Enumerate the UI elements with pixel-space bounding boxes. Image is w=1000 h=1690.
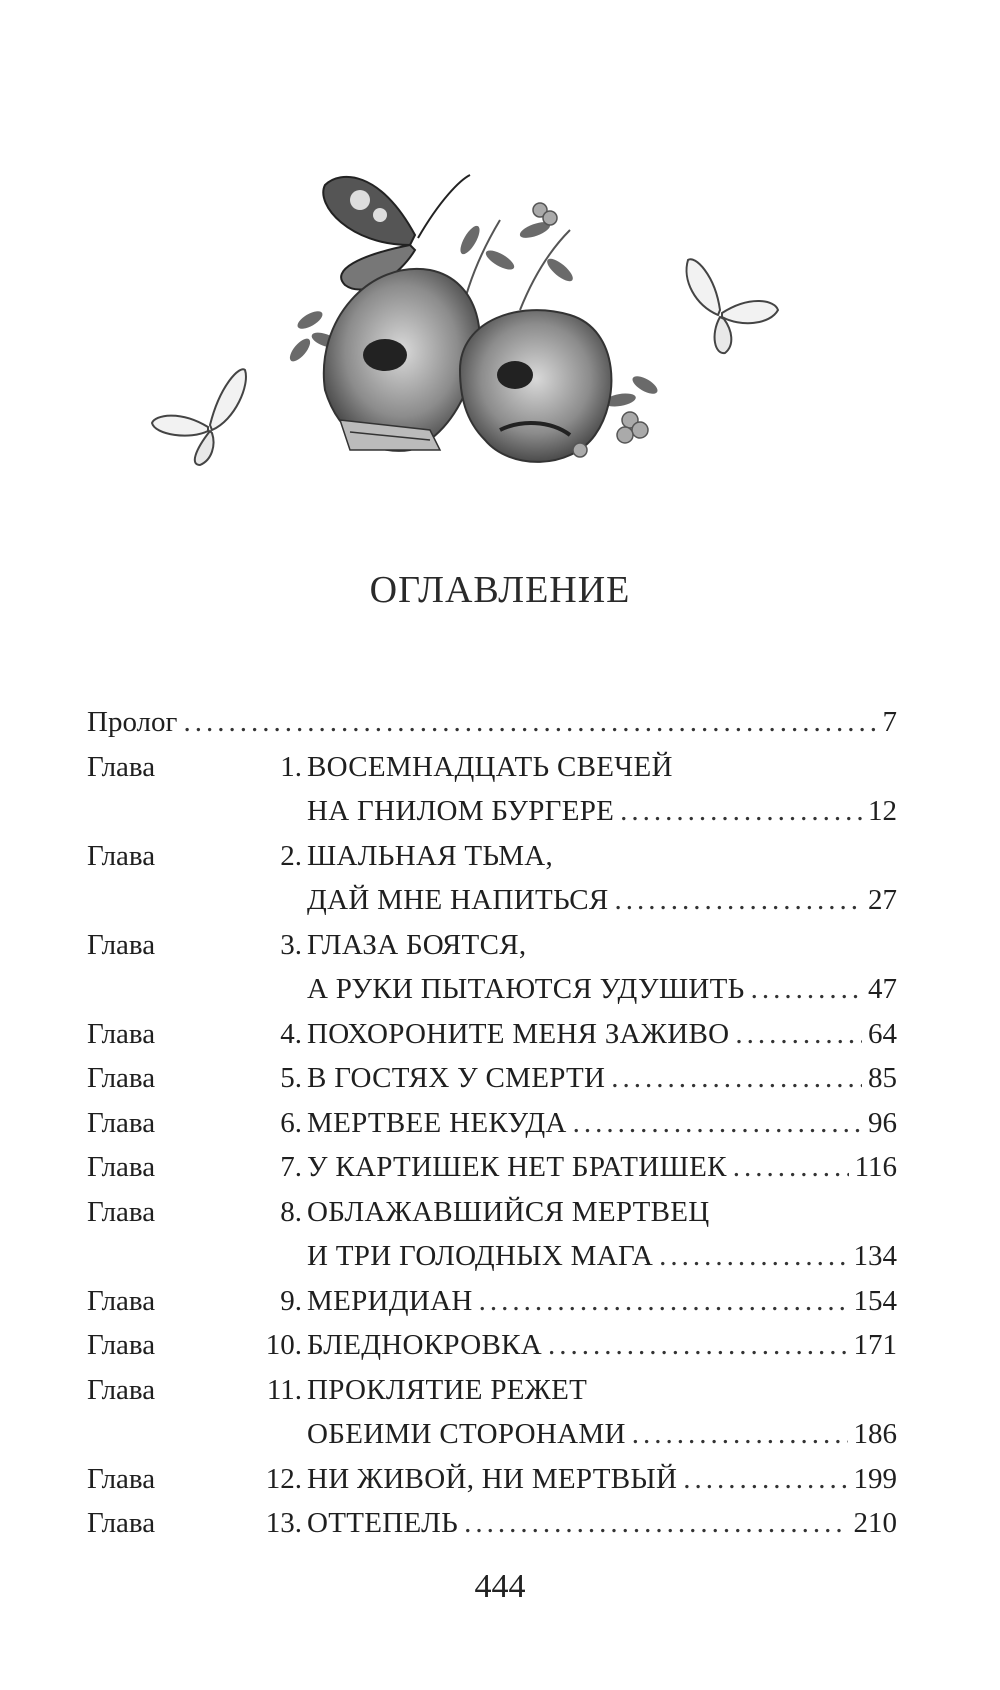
chapter-title-line: БЛЕДНОКРОВКА [307, 1329, 542, 1361]
chapter-page: 171 [853, 1329, 897, 1361]
chapter-title-line: ВОСЕМНАДЦАТЬ СВЕЧЕЙ [307, 750, 673, 783]
chapter-title-line: МЕРТВЕЕ НЕКУДА [307, 1106, 567, 1139]
chapter-title-line: В ГОСТЯХ У СМЕРТИ [307, 1062, 606, 1094]
chapter-title-line: ПРОКЛЯТИЕ РЕЖЕТ [307, 1373, 588, 1406]
leader-dots [611, 1056, 862, 1101]
chapter-word: Глава [87, 750, 156, 783]
toc-row-chapter-2-cont[interactable] [87, 878, 897, 923]
chapter-page: 186 [853, 1418, 897, 1450]
toc-row-chapter-13[interactable] [87, 1501, 897, 1546]
chapter-title-line: МЕРИДИАН [307, 1284, 473, 1317]
chapter-word: Глава [87, 839, 156, 872]
chapter-page: 199 [853, 1462, 897, 1495]
leader-dots [751, 967, 862, 1012]
chapter-title-line: НА ГНИЛОМ БУРГЕРЕ [307, 795, 615, 827]
skull-left-icon [324, 269, 480, 451]
chapter-word: Глава [87, 1151, 156, 1183]
chapter-word: Глава [87, 1329, 156, 1361]
chapter-page: 134 [853, 1240, 897, 1272]
chapter-title-line: У КАРТИШЕК НЕТ БРАТИШЕК [307, 1151, 727, 1183]
leader-dots [735, 1012, 862, 1057]
chapter-page: 116 [854, 1151, 897, 1183]
toc-row-chapter-3-cont[interactable] [87, 967, 897, 1012]
chapter-word: Глава [87, 1284, 156, 1317]
leader-dots [615, 878, 862, 923]
chapter-word: Глава [87, 1507, 156, 1539]
toc-row-chapter-8-cont[interactable] [87, 1234, 897, 1279]
toc-row-chapter-2[interactable] [87, 834, 897, 879]
chapter-title-line: ГЛАЗА БОЯТСЯ, [307, 928, 527, 961]
chapter-number: 11. [266, 1373, 302, 1406]
chapter-title-line: И ТРИ ГОЛОДНЫХ МАГА [307, 1240, 654, 1272]
toc-row-chapter-3[interactable] [87, 923, 897, 968]
toc-row-chapter-11-cont[interactable] [87, 1412, 897, 1457]
chapter-title-line: А РУКИ ПЫТАЮТСЯ УДУШИТЬ [307, 973, 745, 1005]
prolog-page: 7 [882, 706, 897, 738]
chapter-number: 8. [280, 1195, 302, 1228]
leader-dots [632, 1412, 848, 1457]
leader-dots [548, 1323, 848, 1368]
leader-dots [464, 1501, 847, 1546]
chapter-number: 1. [280, 750, 302, 783]
toc-row-chapter-5[interactable] [87, 1056, 897, 1101]
chapter-number: 13. [265, 1507, 302, 1539]
toc-row-chapter-1[interactable] [87, 745, 897, 790]
chapter-number: 9. [280, 1284, 302, 1317]
toc-row-chapter-4[interactable] [87, 1012, 897, 1057]
chapter-page: 85 [868, 1062, 897, 1094]
chapter-number: 7. [280, 1151, 302, 1183]
chapter-title-line: ДАЙ МНЕ НАПИТЬСЯ [307, 884, 609, 916]
chapter-title-line: ОБЛАЖАВШИЙСЯ МЕРТВЕЦ [307, 1195, 710, 1228]
leader-dots [183, 700, 876, 745]
toc-row-chapter-9[interactable] [87, 1279, 897, 1324]
toc-row-chapter-7[interactable] [87, 1145, 897, 1190]
skull-right-icon [460, 310, 611, 462]
chapter-word: Глава [87, 1106, 156, 1139]
chapter-title-line: ОБЕИМИ СТОРОНАМИ [307, 1418, 626, 1450]
toc-row-chapter-1-cont[interactable] [87, 789, 897, 834]
chapter-word: Глава [87, 1062, 156, 1094]
toc-row-prolog[interactable] [87, 700, 897, 745]
chapter-word: Глава [87, 1462, 156, 1495]
toc-row-chapter-8[interactable] [87, 1190, 897, 1235]
leader-dots [733, 1145, 849, 1190]
chapter-title-line: ОТТЕПЕЛЬ [307, 1507, 459, 1539]
chapter-page: 154 [853, 1284, 897, 1317]
chapter-word: Глава [87, 928, 156, 961]
leader-dots [573, 1101, 862, 1146]
chapter-number: 3. [280, 928, 302, 961]
toc-row-chapter-10[interactable] [87, 1323, 897, 1368]
butterfly-left-icon [152, 369, 246, 465]
chapter-number: 10. [265, 1329, 302, 1361]
chapter-number: 4. [280, 1017, 302, 1050]
chapter-page: 12 [868, 795, 897, 827]
skull-butterfly-illustration [140, 150, 840, 510]
leader-dots [683, 1457, 847, 1502]
chapter-number: 6. [280, 1106, 302, 1139]
chapter-page: 47 [868, 973, 897, 1005]
chapter-word: Глава [87, 1017, 156, 1050]
chapter-title-line: ШАЛЬНАЯ ТЬМА, [307, 839, 554, 872]
butterfly-right-icon [687, 259, 778, 353]
chapter-word: Глава [87, 1195, 156, 1228]
chapter-title-line: ПОХОРОНИТЕ МЕНЯ ЗАЖИВО [307, 1017, 730, 1050]
chapter-page: 27 [868, 884, 897, 916]
chapter-number: 2. [280, 839, 302, 872]
chapter-word: Глава [87, 1373, 156, 1406]
prolog-label: Пролог [87, 706, 178, 738]
toc-row-chapter-11[interactable] [87, 1368, 897, 1413]
chapter-page: 64 [868, 1017, 897, 1050]
chapter-number: 12. [265, 1462, 302, 1495]
toc-row-chapter-12[interactable] [87, 1457, 897, 1502]
chapter-page: 96 [868, 1106, 897, 1139]
chapter-page: 210 [853, 1507, 897, 1539]
leader-dots [479, 1279, 848, 1324]
leader-dots [659, 1234, 847, 1279]
page-title: ОГЛАВЛЕНИЕ [369, 569, 631, 611]
leader-dots [620, 789, 862, 834]
chapter-title-line: НИ ЖИВОЙ, НИ МЕРТВЫЙ [307, 1462, 678, 1495]
page-number: 444 [474, 1568, 526, 1605]
toc-row-chapter-6[interactable] [87, 1101, 897, 1146]
chapter-number: 5. [280, 1062, 302, 1094]
table-of-contents [87, 700, 897, 1546]
